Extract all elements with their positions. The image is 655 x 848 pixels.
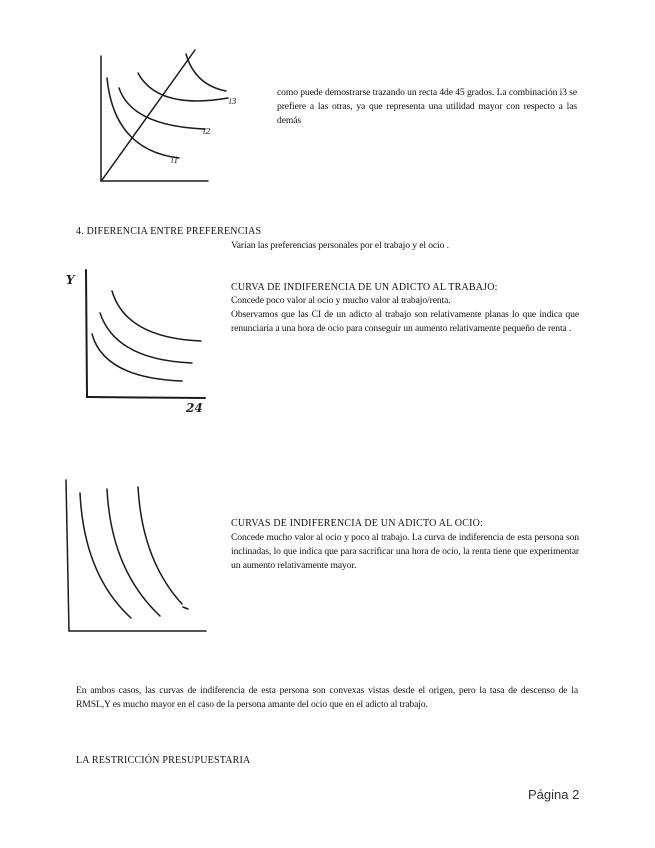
section-4-intro: Varían las preferencias personales por el trabajo y el ocio . <box>231 240 449 251</box>
fig1-label-i2: i2 <box>203 127 211 136</box>
section-5-heading: LA RESTRICCIÓN PRESUPUESTARIA <box>76 755 251 766</box>
workaholic-line1: Concede poco valor al ocio y mucho valor al trabajo/renta. <box>231 295 451 306</box>
paragraph-45-line: como puede demostrarse trazando un recta 4de 45 grados. La combinación i3 se prefiere a las otras, ya que representa una utilidad mayor con respecto a las demás <box>277 87 577 126</box>
fig2-x-label: 24 <box>186 401 203 415</box>
workaholic-body: Observamos que las CI de un adicto al trabajo son relativamente planas lo que indica que renunciaría a una hora de ocio para conseguir un aumento relativamente pequeño de renta . <box>231 309 579 334</box>
fig3-y-axis <box>66 480 69 631</box>
fig3-curve-2 <box>107 489 160 616</box>
leisure-heading: CURVAS DE INDIFERENCIA DE UN ADICTO AL OCIO: <box>231 518 483 529</box>
workaholic-heading: CURVA DE INDIFERENCIA DE UN ADICTO AL TRABAJO: <box>231 282 498 293</box>
fig3-curve-3 <box>138 487 182 604</box>
fig3-curve-tail <box>183 607 188 609</box>
fig1-label-i3: i3 <box>229 97 237 106</box>
fig2-y-label: Y <box>66 273 75 287</box>
summary-paragraph: En ambos casos, las curvas de indiferencia de esta persona son convexas vistas desde el origen, pero la tasa de descenso de la RMSL,Y es mucho mayor en el caso de la persona amante del ocio que en el adicto al trabajo. <box>76 685 578 710</box>
fig3-curve-1 <box>80 493 131 618</box>
section-4-heading: 4. DIFERENCIA ENTRE PREFERENCIAS <box>76 226 262 237</box>
page-number: Página 2 <box>528 787 580 802</box>
fig1-label-i1: i1 <box>171 156 179 165</box>
leisure-body: Concede mucho valor al ocio y poco al trabajo. La curva de indiferencia de esta persona son inclinadas, lo que indica que para sacrificar una hora de ocio, la renta tiene que experimentar un aumento relativamente mayor. <box>231 532 579 571</box>
